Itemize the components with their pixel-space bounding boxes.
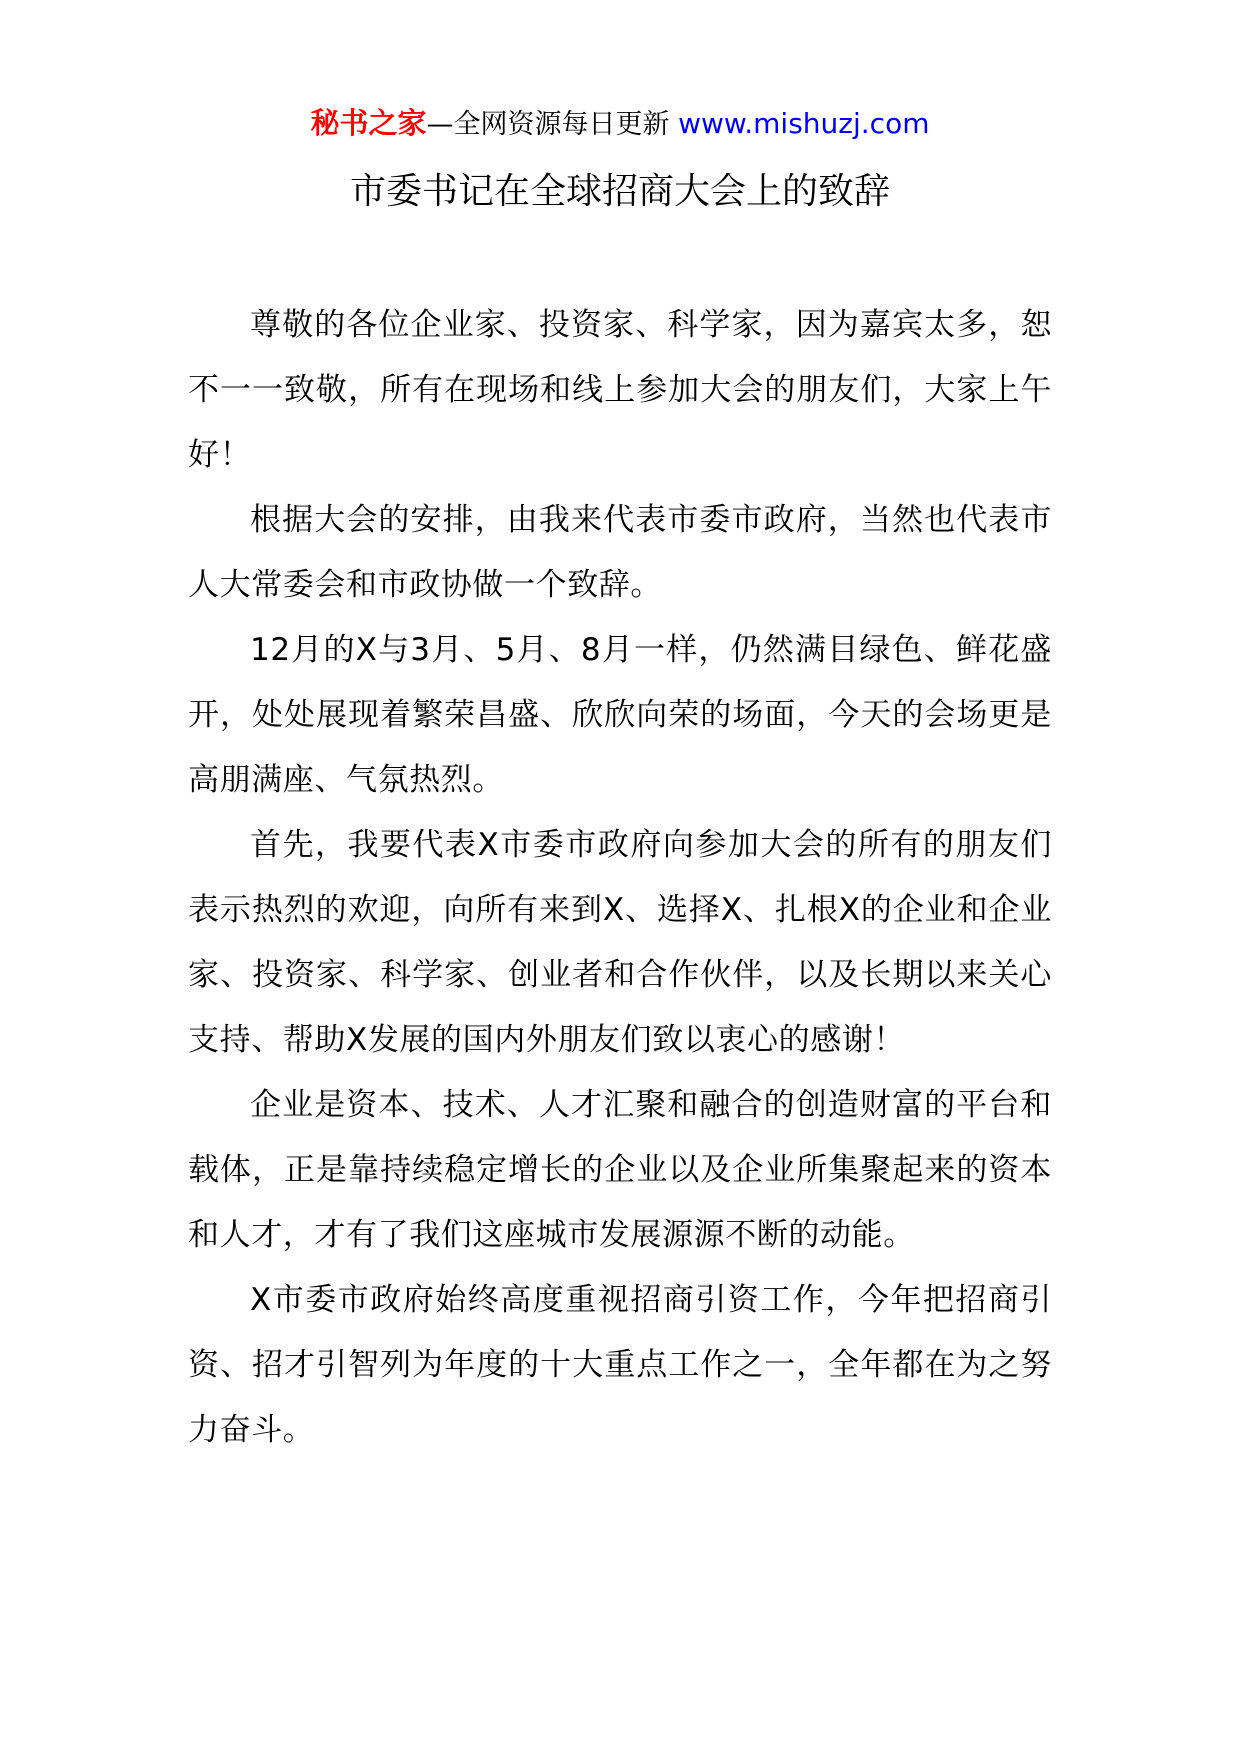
paragraph: X市委市政府始终高度重视招商引资工作，今年把招商引资、招才引智列为年度的十大重点工作之一，全年都在为之努力奋斗。 (188, 1282, 1052, 1448)
paragraph: 企业是资本、技术、人才汇聚和融合的创造财富的平台和载体，正是靠持续稳定增长的企业以及企业所集聚起来的资本和人才，才有了我们这座城市发展源源不断的动能。 (188, 1087, 1052, 1253)
paragraph: 根据大会的安排，由我来代表市委市政府，当然也代表市人大常委会和市政协做一个致辞。 (188, 502, 1052, 603)
site-header (0, 103, 1240, 145)
header-tagline: —全网资源每日更新 (426, 109, 670, 140)
paragraph: 尊敬的各位企业家、投资家、科学家，因为嘉宾太多，恕不一一致敬，所有在现场和线上参加大会的朋友们，大家上午好！ (188, 307, 1052, 473)
paragraph: 12月的X与3月、5月、8月一样，仍然满目绿色、鲜花盛开，处处展现着繁荣昌盛、欣欣向荣的场面，今天的会场更是高朋满座、气氛热烈。 (188, 632, 1052, 798)
brand-name: 秘书之家 (310, 106, 427, 140)
paragraph: 首先，我要代表X市委市政府向参加大会的所有的朋友们表示热烈的欢迎，向所有来到X、选择X、扎根X的企业和企业家、投资家、科学家、创业者和合作伙伴，以及长期以来关心支持、帮助X发展的国内外朋友们致以衷心的感谢！ (188, 827, 1052, 1058)
site-url-link[interactable]: www.mishuzj.com (678, 107, 930, 140)
document-title: 市委书记在全球招商大会上的致辞 (349, 171, 890, 212)
document-body (188, 293, 1052, 1463)
